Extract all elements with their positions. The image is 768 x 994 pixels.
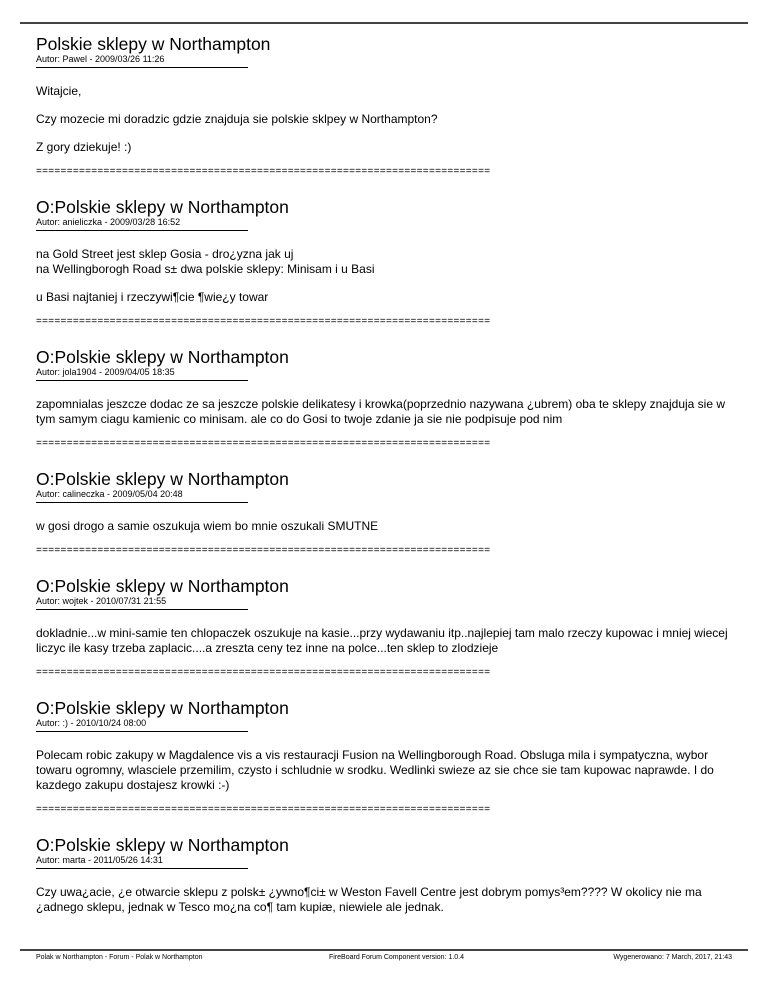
post-author-date: Autor: jola1904 - 2009/04/05 18:35 [36,367,175,377]
post-author-date: Autor: anieliczka - 2009/03/28 16:52 [36,217,181,227]
post-separator: ========================================================================== [36,166,491,177]
footer-component-version: FireBoard Forum Component version: 1.0.4 [329,954,465,961]
post-body [36,885,736,915]
post-separator: ========================================================================== [36,316,491,327]
post-list [36,35,736,935]
post-separator: ========================================================================== [36,545,491,556]
post-paragraph: Czy mozecie mi doradzic gdzie znajduja sie polskie sklpey w Northampton? [36,112,438,126]
post-author-date: Autor: :) - 2010/10/24 08:00 [36,718,147,728]
post-separator: ========================================================================== [36,667,491,678]
forum-post [36,699,736,816]
forum-post [36,198,736,328]
top-rule [20,22,748,24]
post-body [36,247,736,305]
post-paragraph: na Gold Street jest sklep Gosia - dro¿yzna jak uj na Wellingborogh Road s± dwa polskie sklepy: Minisam i u Basi [36,247,375,276]
post-paragraph: u Basi najtaniej i rzeczywi¶cie ¶wie¿y towar [36,290,269,304]
post-paragraph: Z gory dziekuje! :) [36,140,132,154]
post-title: O:Polskie sklepy w Northampton [36,469,289,489]
post-body [36,84,736,155]
forum-post [36,348,736,450]
meta-underline [36,502,248,503]
post-title: O:Polskie sklepy w Northampton [36,835,289,855]
post-author-date: Autor: calineczka - 2009/05/04 20:48 [36,489,183,499]
forum-post [36,577,736,679]
post-author-date: Autor: Pawel - 2009/03/26 11:26 [36,54,165,64]
post-body [36,626,736,656]
post-paragraph: Polecam robic zakupy w Magdalence vis a vis restauracji Fusion na Wellingborough Road. Obsluga mila i sympatyczna, wybor towaru ogromny, wlasciele przemilim, czysto i schludnie w srodku. Wedlinki swieze az sie chce sie tam kupowac naprawde. I do kazdego zakupu dostajesz krowki :-) [36,748,714,792]
forum-post [36,470,736,557]
post-title: Polskie sklepy w Northampton [36,34,271,54]
post-title: O:Polskie sklepy w Northampton [36,347,289,367]
meta-underline [36,731,248,732]
post-title: O:Polskie sklepy w Northampton [36,576,289,596]
meta-underline [36,380,248,381]
post-author-date: Autor: wojtek - 2010/07/31 21:55 [36,596,167,606]
meta-underline [36,609,248,610]
meta-underline [36,230,248,231]
post-separator: ========================================================================== [36,438,491,449]
post-body [36,519,736,534]
meta-underline [36,868,248,869]
footer-site-name: Polak w Northampton - Forum - Polak w Northampton [36,954,203,961]
post-paragraph: zapomnialas jeszcze dodac ze sa jeszcze polskie delikatesy i krowka(poprzednio nazywana ¿ubrem) oba te sklepy znajduja sie w tym samym ciagu kamienic co minisam. ale co do Gosi to twoje zdanie ja sie nie podpisuje pod nim [36,397,726,426]
post-paragraph: Czy uwa¿acie, ¿e otwarcie sklepu z polsk± ¿ywno¶ci± w Weston Favell Centre jest dobrym pomys³em???? W okolicy nie ma ¿adnego sklepu, jednak w Tesco mo¿na co¶ tam kupiæ, niewiele ale jednak. [36,885,702,914]
post-separator: ========================================================================== [36,804,491,815]
post-body [36,397,736,427]
bottom-rule [20,949,748,951]
post-paragraph: Witajcie, [36,84,82,98]
post-title: O:Polskie sklepy w Northampton [36,698,289,718]
post-author-date: Autor: marta - 2011/05/26 14:31 [36,855,163,865]
post-paragraph: w gosi drogo a samie oszukuja wiem bo mnie oszukali SMUTNE [36,519,379,533]
post-paragraph: dokladnie...w mini-samie ten chlopaczek oszukuje na kasie...przy wydawaniu itp..najlepiej tam malo rzeczy kupowac i mniej wiecej liczyc ile kasy trzeba zaplacic....a zreszta ceny tez inne na polce...ten sklep to zlodzieje [36,626,728,655]
post-title: O:Polskie sklepy w Northampton [36,197,289,217]
footer-generated-date: Wygenerowano: 7 March, 2017, 21:43 [613,954,732,961]
forum-post [36,35,736,178]
forum-post [36,836,736,915]
meta-underline [36,67,248,68]
post-body [36,748,736,793]
